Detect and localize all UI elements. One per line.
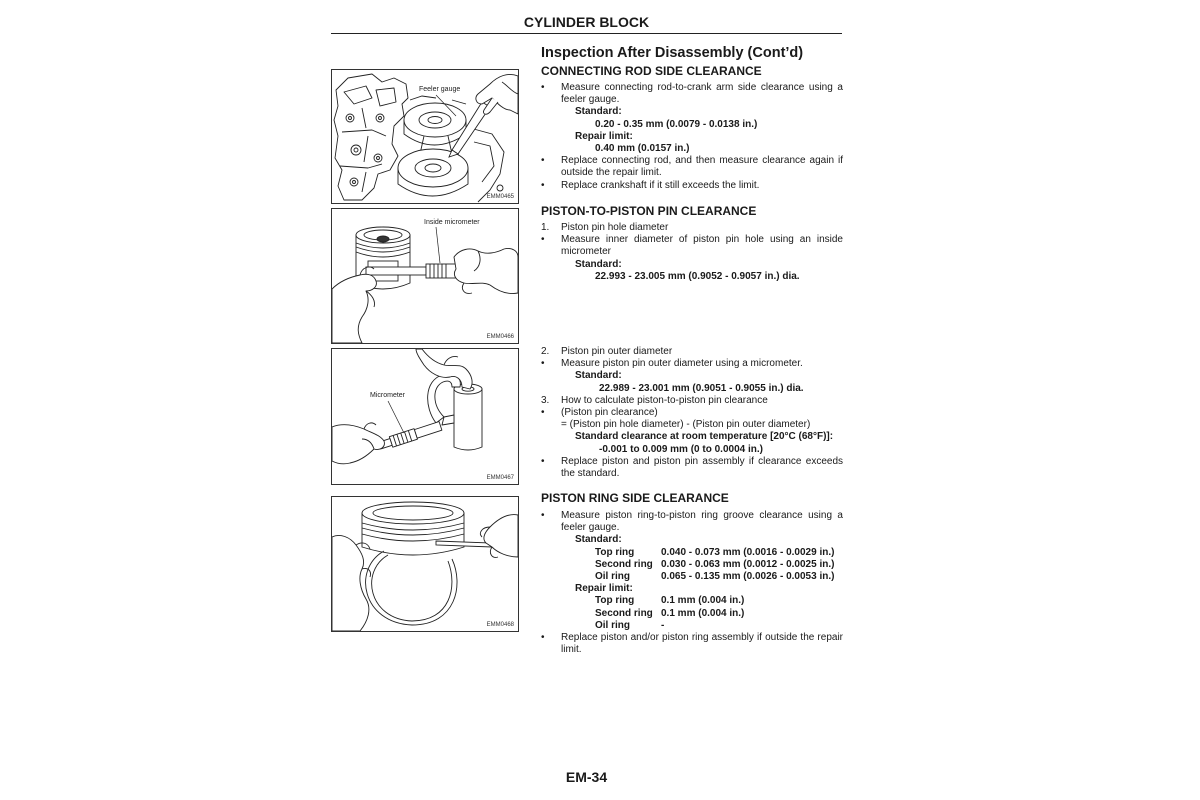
spec-row: [561, 595, 843, 607]
ring-value: 0.1 mm (0.004 in.): [661, 607, 745, 619]
ring-name: Oil ring: [595, 571, 630, 583]
list-item: [541, 407, 843, 456]
list-item: [541, 456, 843, 480]
measure-instruction: Measure piston pin outer diameter using a micrometer.: [561, 358, 803, 370]
step-number: 3.: [541, 394, 550, 406]
hand-drawing: [332, 535, 371, 631]
list-item: [541, 82, 843, 155]
figure-code: EMM0465: [486, 194, 514, 200]
spec-row: [561, 547, 843, 559]
ring-value: -: [661, 619, 665, 631]
ring-value: 0.040 - 0.073 mm (0.0016 - 0.0029 in.): [661, 546, 835, 558]
header-divider: [331, 33, 842, 34]
micrometer-drawing: [378, 374, 460, 451]
spec-row: [561, 559, 843, 571]
repair-limit-value: 0.40 mm (0.0157 in.): [595, 143, 690, 155]
clearance-formula: = (Piston pin hole diameter) - (Piston pin outer diameter): [561, 419, 811, 431]
figure-callout-label: Inside micrometer: [424, 219, 480, 226]
bullet-marker: •: [541, 407, 545, 419]
piston-pin-hole-illustration: [332, 209, 518, 343]
piston-pin-step-1: [541, 222, 843, 283]
hand-drawing: [480, 515, 518, 558]
standard-clearance-value: -0.001 to 0.009 mm (0 to 0.0004 in.): [599, 443, 763, 455]
spec-row: [561, 571, 843, 583]
piston-ring-instructions: [541, 510, 843, 656]
repair-limit-label: Repair limit:: [575, 130, 633, 142]
hand-drawing: [332, 267, 376, 343]
hand-drawing: [332, 423, 384, 464]
hand-drawing: [416, 349, 472, 389]
step-title: Piston pin hole diameter: [561, 222, 669, 233]
standard-label: Standard:: [575, 106, 622, 118]
figure-piston-pin-outer-diameter: [331, 348, 519, 485]
engine-block-drawing: [334, 74, 408, 200]
bullet-marker: •: [541, 82, 545, 93]
standard-label: Standard:: [575, 534, 622, 546]
standard-label: Standard:: [575, 370, 622, 382]
section-header-title: CYLINDER BLOCK: [523, 14, 650, 30]
page-title: Inspection After Disassembly (Cont’d): [541, 45, 804, 61]
piston-drawing: [362, 502, 464, 555]
connecting-rod-instructions: [541, 82, 843, 192]
bullet-marker: •: [541, 632, 545, 644]
repair-limit-label: Repair limit:: [575, 583, 633, 595]
section-heading-connecting-rod: CONNECTING ROD SIDE CLEARANCE: [541, 64, 762, 78]
piston-ring-illustration: [332, 497, 518, 631]
standard-value: 22.989 - 23.001 mm (0.9051 - 0.9055 in.) dia.: [599, 382, 804, 394]
step-number: 1.: [541, 222, 550, 233]
list-item: [541, 234, 843, 283]
replace-instruction: Replace piston and/or piston ring assembly if outside the repair limit.: [561, 632, 843, 656]
figure-code: EMM0466: [486, 334, 514, 340]
section-heading-piston-ring: PISTON RING SIDE CLEARANCE: [541, 491, 729, 505]
hand-drawing: [454, 248, 518, 293]
numbered-step: [541, 346, 843, 358]
piston-pin-drawing: [454, 384, 482, 450]
list-item: [541, 180, 843, 192]
ring-value: 0.065 - 0.135 mm (0.0026 - 0.0053 in.): [661, 571, 835, 583]
ring-value: 0.1 mm (0.004 in.): [661, 595, 745, 607]
figure-callout-label: Micrometer: [370, 392, 406, 399]
bullet-marker: •: [541, 510, 545, 521]
bullet-marker: •: [541, 179, 545, 191]
figure-piston-ring-side-clearance: [331, 496, 519, 632]
measure-instruction: Measure connecting rod-to-crank arm side clearance using a feeler gauge.: [561, 82, 843, 106]
clearance-term: (Piston pin clearance): [561, 407, 658, 419]
figure-connecting-rod-side-clearance: [331, 69, 519, 204]
figure-piston-pin-hole: [331, 208, 519, 344]
label-leader-line: [436, 227, 440, 263]
ring-name: Top ring: [595, 546, 635, 558]
ring-name: Second ring: [595, 607, 653, 619]
page-number: EM-34: [565, 769, 608, 785]
ring-name: Oil ring: [595, 619, 630, 631]
measure-instruction: Measure inner diameter of piston pin hole using an inside micrometer: [561, 234, 843, 258]
standard-clearance-label: Standard clearance at room temperature [20°C (68°F)]:: [575, 431, 834, 443]
replace-instruction: Replace connecting rod, and then measure clearance again if outside the repair limit.: [561, 155, 843, 179]
list-item: [541, 632, 843, 656]
numbered-step: [541, 395, 843, 407]
piston-pin-outer-illustration: [332, 349, 518, 484]
numbered-step: [541, 222, 843, 234]
spec-row: [561, 608, 843, 620]
section-heading-piston-pin: PISTON-TO-PISTON PIN CLEARANCE: [541, 204, 757, 218]
figure-code: EMM0468: [486, 622, 514, 628]
ring-value: 0.030 - 0.063 mm (0.0012 - 0.0025 in.): [661, 558, 835, 570]
figure-callout-label: Feeler gauge: [419, 86, 461, 93]
ring-name: Second ring: [595, 558, 653, 570]
piston-ring-drawing: [366, 551, 457, 625]
list-item: [541, 155, 843, 179]
bullet-marker: •: [541, 234, 545, 246]
list-item: [541, 358, 843, 395]
standard-label: Standard:: [575, 258, 622, 270]
standard-value: 22.993 - 23.005 mm (0.9052 - 0.9057 in.) dia.: [595, 270, 800, 282]
step-number: 2.: [541, 346, 550, 357]
measure-instruction: Measure piston ring-to-piston ring groove clearance using a feeler gauge.: [561, 510, 843, 534]
bullet-marker: •: [541, 155, 545, 167]
label-leader-line: [388, 401, 404, 433]
piston-pin-steps-2-3: [541, 346, 843, 480]
ring-name: Top ring: [595, 595, 635, 607]
spec-row: [561, 620, 843, 632]
standard-value: 0.20 - 0.35 mm (0.0079 - 0.0138 in.): [595, 118, 758, 130]
replace-instruction: Replace crankshaft if it still exceeds the limit.: [561, 179, 760, 191]
bullet-marker: •: [541, 358, 545, 370]
replace-instruction: Replace piston and piston pin assembly if clearance exceeds the standard.: [561, 455, 843, 480]
step-title: Piston pin outer diameter: [561, 346, 673, 357]
bullet-marker: •: [541, 455, 545, 467]
list-item: [541, 510, 843, 632]
step-title: How to calculate piston-to-piston pin clearance: [561, 394, 768, 406]
figure-code: EMM0467: [486, 475, 514, 481]
